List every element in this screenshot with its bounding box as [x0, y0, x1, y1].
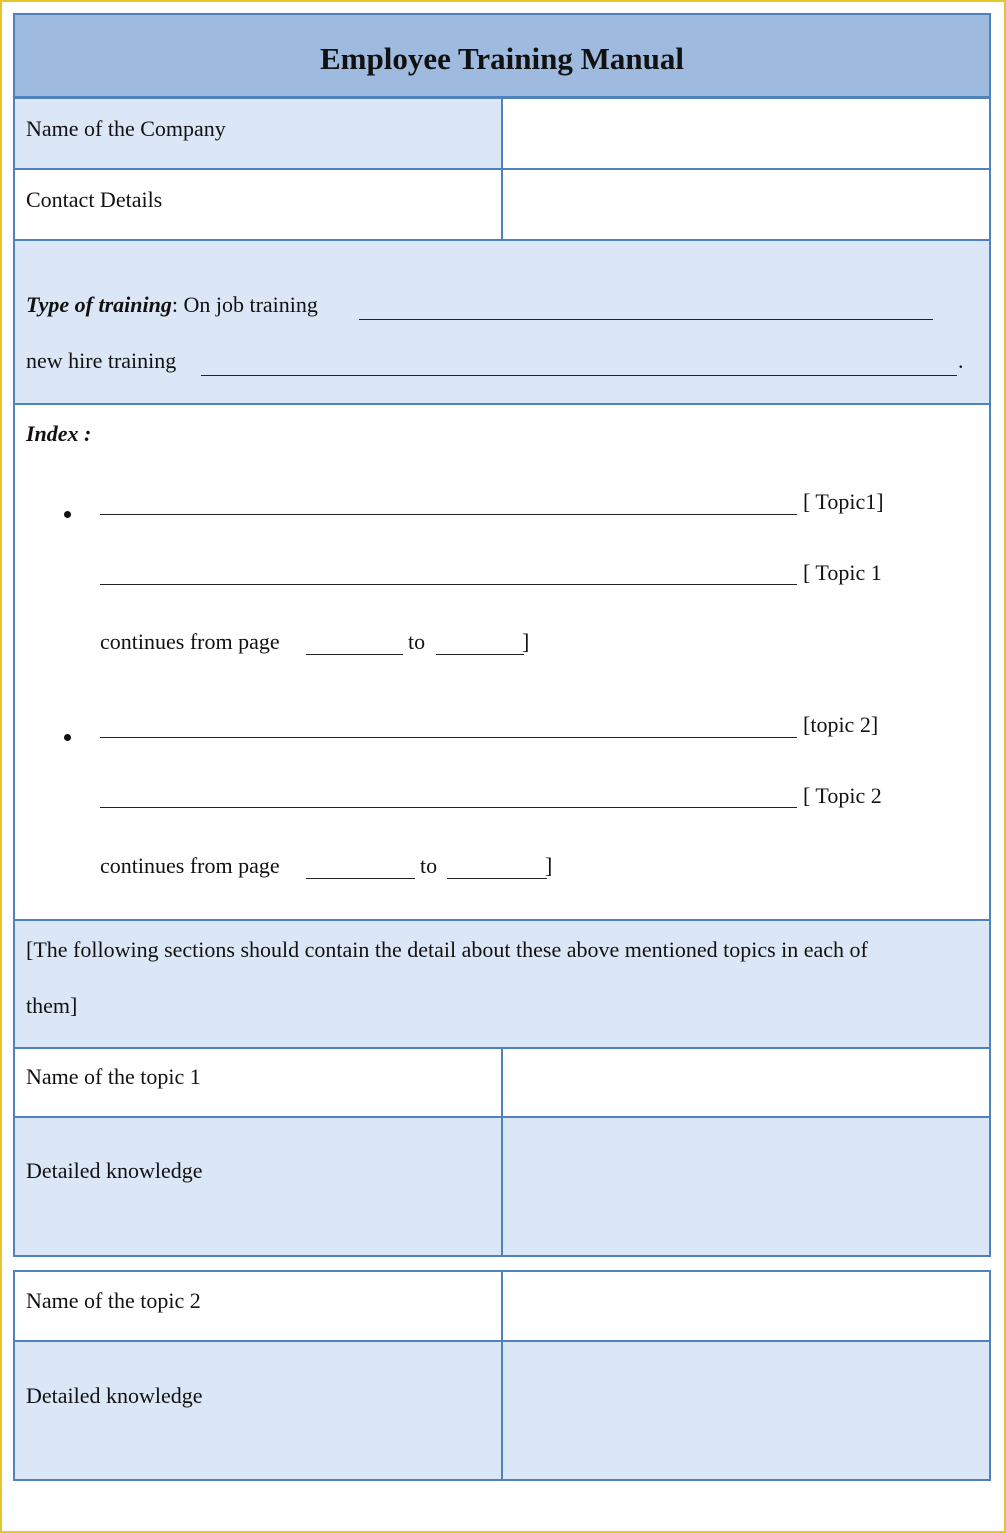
index-label: Index : — [26, 421, 92, 446]
on-job-training-label: : On job training — [171, 292, 318, 317]
topic1-to: to — [408, 629, 426, 654]
topic1-close: ] — [522, 629, 530, 654]
topic2-name-label: Name of the topic 2 — [26, 1288, 201, 1313]
topic1-detail-label-cell — [13, 1116, 503, 1257]
topic2-detail-label-cell — [13, 1340, 503, 1481]
topic2-page-to-blank[interactable] — [447, 878, 547, 879]
following-note-line1: [The following sections should contain the detail about these above mentioned topics in each of — [26, 937, 868, 962]
topic2-page-from-blank[interactable] — [306, 878, 415, 879]
topic2-name-label-cell — [13, 1270, 503, 1342]
topic2-detail-label: Detailed knowledge — [26, 1383, 203, 1408]
form-header — [13, 13, 991, 99]
topic1-name-field[interactable] — [501, 1047, 991, 1118]
topic1-detail-field[interactable] — [501, 1116, 991, 1257]
topic1-page-from-blank[interactable] — [306, 654, 403, 655]
company-field[interactable] — [501, 97, 991, 170]
company-label: Name of the Company — [26, 116, 226, 141]
on-job-training-blank[interactable] — [359, 319, 933, 320]
topic1-blank[interactable] — [100, 514, 797, 515]
bullet-icon — [64, 511, 71, 518]
company-label-cell — [13, 97, 503, 170]
training-type-section — [13, 239, 991, 405]
topic1-name-label: Name of the topic 1 — [26, 1064, 201, 1089]
topic2-detail-field[interactable] — [501, 1340, 991, 1481]
topic1-continues-text: continues from page — [100, 629, 280, 654]
page-title: Employee Training Manual — [319, 41, 684, 76]
topic2-name-field[interactable] — [501, 1270, 991, 1342]
topic2-label: [topic 2] — [803, 712, 879, 737]
topic2-close: ] — [545, 853, 553, 878]
topic1-label: [ Topic1] — [803, 489, 884, 514]
topic2-blank[interactable] — [100, 737, 797, 738]
bullet-icon — [64, 734, 71, 741]
following-note-line2: them] — [26, 993, 78, 1018]
topic1-detail-label: Detailed knowledge — [26, 1158, 203, 1183]
topic2-continued-blank[interactable] — [100, 807, 797, 808]
index-section — [13, 403, 991, 921]
following-note-section — [13, 919, 991, 1049]
contact-label-cell — [13, 168, 503, 241]
contact-label: Contact Details — [26, 187, 163, 212]
topic2-to: to — [420, 853, 438, 878]
new-hire-label: new hire training — [26, 348, 177, 373]
training-type-line — [26, 292, 318, 318]
topic1-continued-blank[interactable] — [100, 584, 797, 585]
end-period: . — [958, 348, 964, 373]
topic2-continued-label: [ Topic 2 — [803, 783, 882, 808]
topic1-continued-label: [ Topic 1 — [803, 560, 882, 585]
training-type-label: Type of training — [26, 292, 172, 317]
topic1-name-label-cell — [13, 1047, 503, 1118]
new-hire-training-blank[interactable] — [201, 375, 957, 376]
topic2-continues-text: continues from page — [100, 853, 280, 878]
contact-field[interactable] — [501, 168, 991, 241]
topic1-page-to-blank[interactable] — [436, 654, 524, 655]
